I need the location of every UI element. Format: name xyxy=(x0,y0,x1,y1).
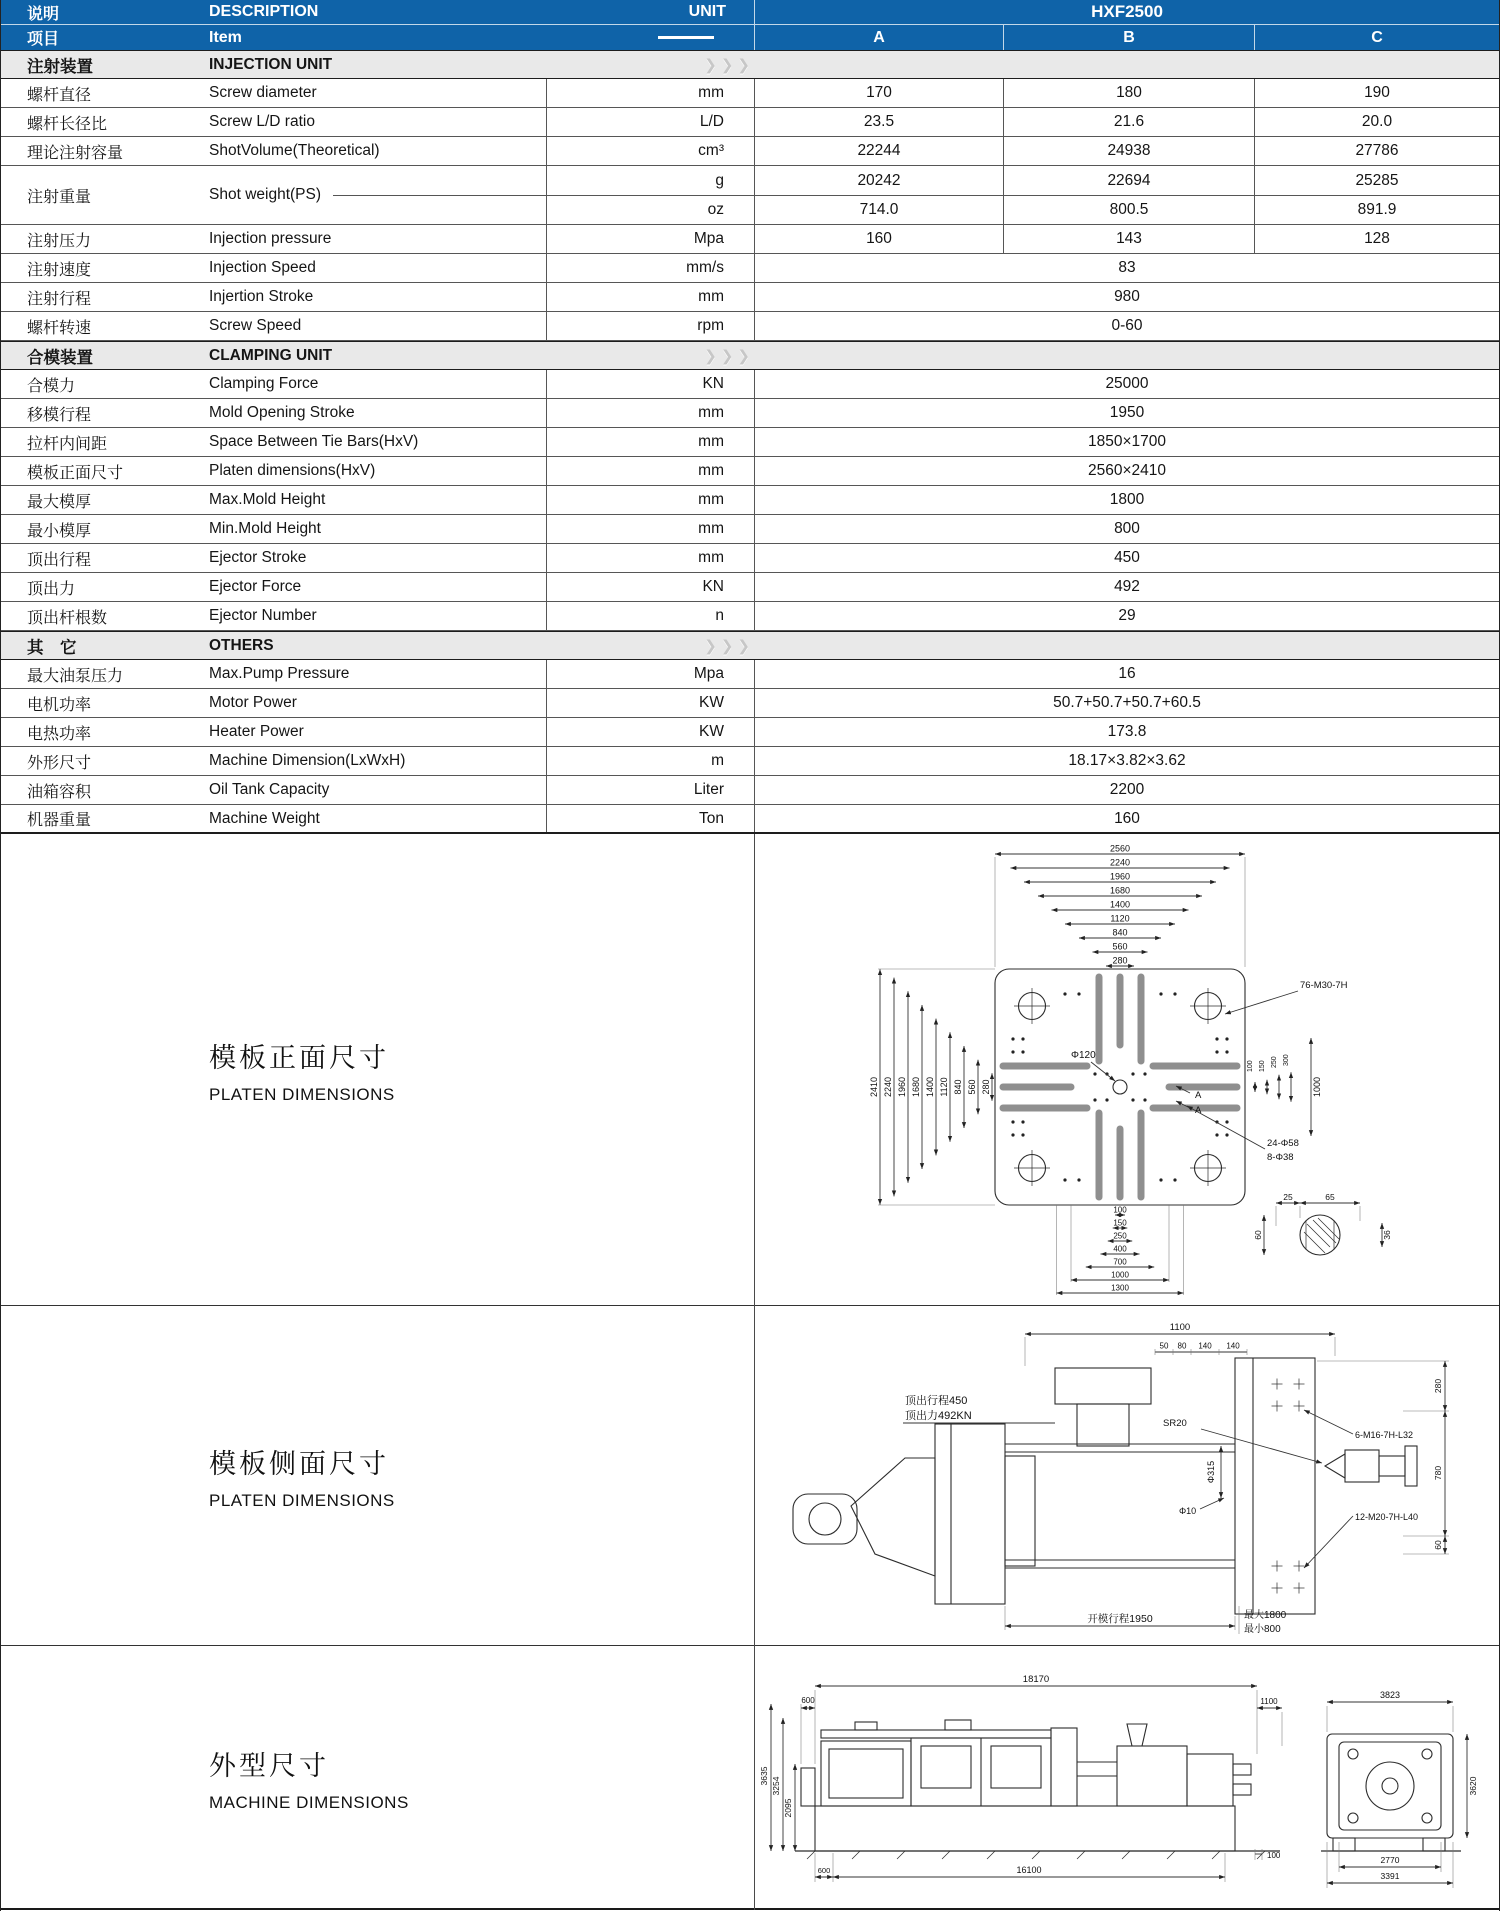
spec-en: Oil Tank Capacity xyxy=(209,781,330,798)
platen-thread-marks xyxy=(1272,1379,1305,1594)
right-dimension-stack xyxy=(1247,1038,1322,1136)
value-a: 23.5 xyxy=(754,108,1003,136)
spec-cn: 移模行程 xyxy=(27,406,92,424)
row-max-mold-height xyxy=(1,486,1499,515)
spec-unit-g: g xyxy=(546,166,754,195)
value-b: 24938 xyxy=(1003,137,1254,165)
spec-unit: Mpa xyxy=(546,225,754,253)
value-shared: 450 xyxy=(754,544,1499,572)
section-others xyxy=(1,631,1499,660)
dim-3254-label: 3254 xyxy=(771,1776,781,1796)
spec-cn: 螺杆转速 xyxy=(27,319,92,337)
value-oz-a: 714.0 xyxy=(754,195,1003,224)
spec-en: Max.Mold Height xyxy=(209,491,326,508)
header-item-label: Item xyxy=(209,28,242,46)
spec-unit: Ton xyxy=(546,805,754,832)
platen-side-label xyxy=(1,1306,754,1646)
section-name-en: CLAMPING UNIT xyxy=(209,346,333,364)
row-injection-speed xyxy=(1,254,1499,283)
dim-label: 1680 xyxy=(911,1076,921,1098)
value-shared: 83 xyxy=(754,254,1499,282)
spec-en: Screw diameter xyxy=(209,84,317,101)
machine-dimensions-label xyxy=(1,1646,754,1910)
detail-flat-label: 36 xyxy=(1382,1230,1392,1240)
spec-cn: 注射行程 xyxy=(27,290,92,308)
dim-label: 2560 xyxy=(1109,843,1131,854)
spec-cn: 理论注射容量 xyxy=(27,144,124,162)
machine-drawing-area xyxy=(754,1646,1499,1910)
ground-hatch xyxy=(807,1851,1265,1859)
dim-60-label: 60 xyxy=(1433,1540,1443,1550)
value-a: 22244 xyxy=(754,137,1003,165)
section-filler xyxy=(754,51,1500,78)
chevron-icon: ❯ xyxy=(720,637,734,655)
dim-label: 280 xyxy=(1112,955,1128,966)
dim-280-label: 280 xyxy=(1433,1378,1443,1394)
machine-end-view xyxy=(1321,1734,1461,1851)
value-shared: 1950 xyxy=(754,399,1499,427)
t-slot-bars xyxy=(1003,977,1237,1197)
dim-80-label: 80 xyxy=(1177,1341,1187,1351)
value-shared: 16 xyxy=(754,660,1499,688)
spec-unit: L/D xyxy=(546,108,754,136)
dim-2095-label: 2095 xyxy=(783,1798,793,1818)
spec-cn: 最大模厚 xyxy=(27,493,92,511)
chevron-icon: ❯ xyxy=(704,56,717,74)
value-oz-c: 891.9 xyxy=(1254,195,1499,224)
spec-en: Motor Power xyxy=(209,694,297,711)
row-injection-stroke xyxy=(1,283,1499,312)
spec-en: Min.Mold Height xyxy=(209,520,321,537)
section-chevrons xyxy=(546,632,754,659)
value-g-c: 25285 xyxy=(1254,166,1499,195)
dim-label: 100 xyxy=(1113,1205,1127,1215)
spec-en: Injertion Stroke xyxy=(209,288,314,305)
section-injection-unit xyxy=(1,50,1499,79)
spec-unit: mm/s xyxy=(546,254,754,282)
variant-a-header: A xyxy=(754,25,1003,50)
spec-unit: mm xyxy=(546,544,754,572)
center-bore-label: Φ120 xyxy=(1071,1050,1096,1061)
tapped-holes-label: 76-M30-7H xyxy=(1300,980,1348,991)
spec-unit: rpm xyxy=(546,312,754,340)
phi10-label: Φ10 xyxy=(1179,1506,1197,1516)
row-clamping-force xyxy=(1,370,1499,399)
value-shared: 18.17×3.82×3.62 xyxy=(754,747,1499,775)
dim-780-label: 780 xyxy=(1433,1465,1443,1481)
spec-en: Screw Speed xyxy=(209,317,302,334)
row-heater-power xyxy=(1,718,1499,747)
row-machine-weight xyxy=(1,805,1499,834)
value-c: 27786 xyxy=(1254,137,1499,165)
dim-3823-label: 3823 xyxy=(1379,1690,1401,1700)
tie-bar-detail-view xyxy=(1253,1192,1392,1255)
dim-label: 1960 xyxy=(897,1076,907,1098)
dim-label: 1120 xyxy=(1110,913,1130,924)
unit-dash-line xyxy=(658,36,714,39)
spec-en: Mold Opening Stroke xyxy=(209,404,355,421)
machine-side-elevation xyxy=(795,1720,1280,1851)
spec-en: ShotVolume(Theoretical) xyxy=(209,142,380,159)
chevron-icon: ❯ xyxy=(737,347,750,365)
row-screw-diameter xyxy=(1,79,1499,108)
dim-3391-label: 3391 xyxy=(1380,1871,1400,1881)
dim-label: 150 xyxy=(1113,1218,1127,1228)
dim-label: 150 xyxy=(1259,1060,1266,1072)
spec-unit-oz: oz xyxy=(546,195,754,224)
section-filler xyxy=(754,342,1500,369)
spec-unit: KN xyxy=(546,370,754,398)
header-unit-label: UNIT xyxy=(688,3,726,20)
thread-top-label: 6-M16-7H-L32 xyxy=(1355,1430,1414,1440)
ejector-force-note: 顶出力492KN xyxy=(905,1410,972,1422)
platen-front-section xyxy=(1,834,1499,1306)
detail-height-label: 60 xyxy=(1253,1230,1263,1240)
clamping-side-profile xyxy=(793,1358,1417,1614)
dim-label: 1400 xyxy=(1109,899,1131,910)
dim-600-top-label: 600 xyxy=(801,1696,815,1705)
spec-cn: 顶出行程 xyxy=(27,551,92,569)
section-name-cn: 其 它 xyxy=(27,638,77,657)
dim-label: 560 xyxy=(1112,941,1128,952)
value-a: 170 xyxy=(754,79,1003,107)
value-shared: 980 xyxy=(754,283,1499,311)
spec-cn: 模板正面尺寸 xyxy=(27,464,124,482)
dim-label: 1960 xyxy=(1109,871,1131,882)
dim-label: 300 xyxy=(1283,1054,1290,1066)
value-shared: 25000 xyxy=(754,370,1499,398)
dim-label: 2240 xyxy=(1109,857,1131,868)
ejector-stroke-note: 顶出行程450 xyxy=(905,1395,968,1407)
shot-weight-rule-line xyxy=(333,195,546,196)
value-shared: 2200 xyxy=(754,776,1499,804)
value-b: 180 xyxy=(1003,79,1254,107)
spec-unit: Liter xyxy=(546,776,754,804)
machine-dimensions xyxy=(759,1674,1478,1888)
value-c: 128 xyxy=(1254,225,1499,253)
left-dimension-stack xyxy=(869,969,995,1205)
side-view-dimensions xyxy=(903,1322,1449,1635)
section-name-cn: 合模装置 xyxy=(27,348,93,367)
header-cn-label: 说明 xyxy=(27,5,60,23)
spec-en: Platen dimensions(HxV) xyxy=(209,462,376,479)
dim-140-label: 140 xyxy=(1198,1341,1212,1351)
value-shared: 1800 xyxy=(754,486,1499,514)
spec-en: Machine Dimension(LxWxH) xyxy=(209,752,406,769)
platen-front-title-cn: 模板正面尺寸 xyxy=(209,1042,389,1073)
platen-front-drawing-area xyxy=(754,834,1499,1306)
spec-unit: cm³ xyxy=(546,137,754,165)
spec-en-text: Shot weight(PS) xyxy=(209,186,321,203)
platen-side-title-cn: 模板侧面尺寸 xyxy=(209,1448,389,1479)
platen-side-drawing xyxy=(755,1306,1500,1646)
dim-label: 250 xyxy=(1271,1056,1278,1068)
dim-3620-label: 3620 xyxy=(1468,1776,1478,1796)
row-tie-bar-space xyxy=(1,428,1499,457)
spec-unit: mm xyxy=(546,283,754,311)
holes-b-label: 8-Φ38 xyxy=(1267,1152,1294,1163)
spec-en: Ejector Stroke xyxy=(209,549,307,566)
dim-600-bottom-label: 600 xyxy=(817,1866,831,1875)
section-name-en: INJECTION UNIT xyxy=(209,55,333,73)
row-motor-power xyxy=(1,689,1499,718)
spec-cn: 注射速度 xyxy=(27,261,92,279)
holes-a-label: 24-Φ58 xyxy=(1267,1138,1299,1149)
model-name: HXF2500 xyxy=(754,0,1499,24)
spec-unit: Mpa xyxy=(546,660,754,688)
spec-cn: 螺杆直径 xyxy=(27,86,92,104)
machine-drawing xyxy=(755,1646,1500,1910)
spec-en: Space Between Tie Bars(HxV) xyxy=(209,433,419,450)
value-shared: 800 xyxy=(754,515,1499,543)
dim-16100-label: 16100 xyxy=(1016,1865,1042,1875)
spec-cn: 注射压力 xyxy=(27,232,92,250)
spec-cn: 顶出杆根数 xyxy=(27,609,108,627)
value-a: 160 xyxy=(754,225,1003,253)
dim-1100-label: 1100 xyxy=(1260,1697,1278,1706)
spec-cn: 顶出力 xyxy=(27,580,76,598)
value-shared: 173.8 xyxy=(754,718,1499,746)
spec-cn: 油箱容积 xyxy=(27,783,92,801)
top-dimension-stack xyxy=(995,844,1245,968)
row-injection-pressure xyxy=(1,225,1499,254)
spec-en: Machine Weight xyxy=(209,809,320,827)
value-c: 190 xyxy=(1254,79,1499,107)
table-header-row-2 xyxy=(1,25,1499,50)
spec-en: Clamping Force xyxy=(209,375,319,392)
platen-side-title-en: PLATEN DIMENSIONS xyxy=(209,1490,395,1510)
spec-en: Heater Power xyxy=(209,723,304,740)
spec-unit: mm xyxy=(546,457,754,485)
spec-cn: 注射重量 xyxy=(27,188,92,206)
row-min-mold-height xyxy=(1,515,1499,544)
spec-cn: 电热功率 xyxy=(27,725,92,743)
platen-front-title-en: PLATEN DIMENSIONS xyxy=(209,1084,395,1104)
detail-offset-label: 25 xyxy=(1283,1192,1293,1202)
dim-label: 560 xyxy=(967,1079,977,1095)
spec-en: Max.Pump Pressure xyxy=(209,665,350,682)
header-unit-dash xyxy=(546,25,754,50)
dim-50-label: 50 xyxy=(1159,1341,1169,1351)
dim-3635-label: 3635 xyxy=(759,1766,769,1786)
spec-unit: mm xyxy=(546,428,754,456)
spec-unit: KW xyxy=(546,718,754,746)
section-name-en: OTHERS xyxy=(209,636,274,654)
chevron-icon: ❯ xyxy=(704,347,717,365)
spec-cn: 螺杆长径比 xyxy=(27,115,108,133)
chevron-icon: ❯ xyxy=(720,347,734,365)
section-mark-a: A xyxy=(1195,1105,1202,1116)
section-mark-a: A xyxy=(1195,1090,1202,1101)
dim-label: 1300 xyxy=(1111,1283,1129,1293)
spec-cn: 拉杆内间距 xyxy=(27,435,108,453)
dim-label: 700 xyxy=(1113,1257,1127,1267)
dim-100-label: 100 xyxy=(1267,1851,1281,1860)
spec-unit: m xyxy=(546,747,754,775)
dim-label: 1680 xyxy=(1109,885,1131,896)
value-b: 143 xyxy=(1003,225,1254,253)
section-name-cn: 注射装置 xyxy=(27,57,93,76)
value-c: 20.0 xyxy=(1254,108,1499,136)
row-shot-weight xyxy=(1,166,1499,225)
chevron-icon: ❯ xyxy=(737,56,750,74)
spec-unit: mm xyxy=(546,399,754,427)
value-shared: 2560×2410 xyxy=(754,457,1499,485)
platen-front-label xyxy=(1,834,754,1306)
spec-cn: 合模力 xyxy=(27,377,76,395)
row-platen-dimensions xyxy=(1,457,1499,486)
spec-en: Injection pressure xyxy=(209,230,332,247)
spec-unit: mm xyxy=(546,515,754,543)
spec-cn: 最大油泵压力 xyxy=(27,667,124,685)
value-shared: 160 xyxy=(754,805,1499,832)
dim-label: 400 xyxy=(1113,1244,1127,1254)
spec-unit: KW xyxy=(546,689,754,717)
value-g-b: 22694 xyxy=(1003,166,1254,195)
dim-label: 1000 xyxy=(1111,1270,1129,1280)
value-shared: 492 xyxy=(754,573,1499,601)
section-filler xyxy=(754,632,1500,659)
header-description-label: DESCRIPTION xyxy=(209,3,319,20)
open-stroke-label: 开模行程1950 xyxy=(1087,1613,1153,1625)
dim-label: 1400 xyxy=(925,1076,935,1098)
dim-label: 1120 xyxy=(939,1077,949,1097)
dim-label: 100 xyxy=(1247,1060,1254,1072)
section-chevrons xyxy=(546,51,754,78)
value-b: 21.6 xyxy=(1003,108,1254,136)
phi315-label: Φ315 xyxy=(1206,1460,1216,1484)
platen-side-drawing-area xyxy=(754,1306,1499,1646)
platen-side-section xyxy=(1,1306,1499,1646)
section-chevrons xyxy=(546,342,754,369)
row-ejector-force xyxy=(1,573,1499,602)
machine-title-en: MACHINE DIMENSIONS xyxy=(209,1792,409,1812)
bottom-dimension-stack xyxy=(1057,1205,1184,1295)
thread-bottom-label: 12-M20-7H-L40 xyxy=(1355,1512,1419,1522)
row-screw-speed xyxy=(1,312,1499,341)
sr20-label: SR20 xyxy=(1163,1418,1187,1429)
detail-width-label: 65 xyxy=(1325,1192,1335,1202)
value-shared: 29 xyxy=(754,602,1499,630)
dim-label: 1000 xyxy=(1312,1076,1322,1098)
dim-1100-label: 1100 xyxy=(1169,1322,1191,1333)
spec-unit: mm xyxy=(546,486,754,514)
value-shared: 50.7+50.7+50.7+60.5 xyxy=(754,689,1499,717)
dim-label: 2240 xyxy=(883,1076,893,1098)
row-ejector-number xyxy=(1,602,1499,631)
spec-cn: 电机功率 xyxy=(27,696,92,714)
spec-en: Ejector Number xyxy=(209,607,317,624)
table-header-row-1 xyxy=(1,0,1499,25)
annotations xyxy=(1071,980,1348,1163)
row-screw-ld-ratio xyxy=(1,108,1499,137)
chevron-icon: ❯ xyxy=(737,637,750,655)
spec-cn: 最小模厚 xyxy=(27,522,92,540)
spec-unit: KN xyxy=(546,573,754,601)
dim-label: 840 xyxy=(1112,927,1128,938)
row-max-pump-pressure xyxy=(1,660,1499,689)
chevron-icon: ❯ xyxy=(720,56,734,74)
dim-label: 840 xyxy=(953,1079,963,1095)
variant-b-header: B xyxy=(1003,25,1254,50)
spec-unit: mm xyxy=(546,79,754,107)
value-g-a: 20242 xyxy=(754,166,1003,195)
spec-en: Ejector Force xyxy=(209,578,302,595)
spec-cn: 外形尺寸 xyxy=(27,754,92,772)
dim-label: 2410 xyxy=(869,1076,879,1098)
value-oz-b: 800.5 xyxy=(1003,195,1254,224)
platen-front-drawing xyxy=(755,834,1500,1306)
machine-dimensions-section xyxy=(1,1646,1499,1910)
dim-label: 280 xyxy=(981,1079,991,1095)
mold-min-label: 最小800 xyxy=(1244,1624,1281,1635)
spec-en: Injection Speed xyxy=(209,259,316,276)
machine-title-cn: 外型尺寸 xyxy=(209,1750,329,1781)
header-item-cn-label: 项目 xyxy=(27,31,60,48)
row-ejector-stroke xyxy=(1,544,1499,573)
variant-c-header: C xyxy=(1254,25,1499,50)
value-shared: 1850×1700 xyxy=(754,428,1499,456)
value-shared: 0-60 xyxy=(754,312,1499,340)
row-shot-volume xyxy=(1,137,1499,166)
dim-18170-label: 18170 xyxy=(1022,1674,1050,1685)
spec-en xyxy=(201,166,546,224)
chevron-icon: ❯ xyxy=(704,637,717,655)
mold-max-label: 最大1800 xyxy=(1244,1610,1287,1621)
section-clamping-unit xyxy=(1,341,1499,370)
dim-label: 250 xyxy=(1113,1231,1127,1241)
spec-en: Screw L/D ratio xyxy=(209,113,315,130)
row-oil-tank-capacity xyxy=(1,776,1499,805)
row-machine-dimension xyxy=(1,747,1499,776)
dim-140-label: 140 xyxy=(1226,1341,1240,1351)
spec-cn: 机器重量 xyxy=(27,812,92,829)
dim-2770-label: 2770 xyxy=(1380,1855,1400,1865)
spec-unit: n xyxy=(546,602,754,630)
row-mold-opening-stroke xyxy=(1,399,1499,428)
